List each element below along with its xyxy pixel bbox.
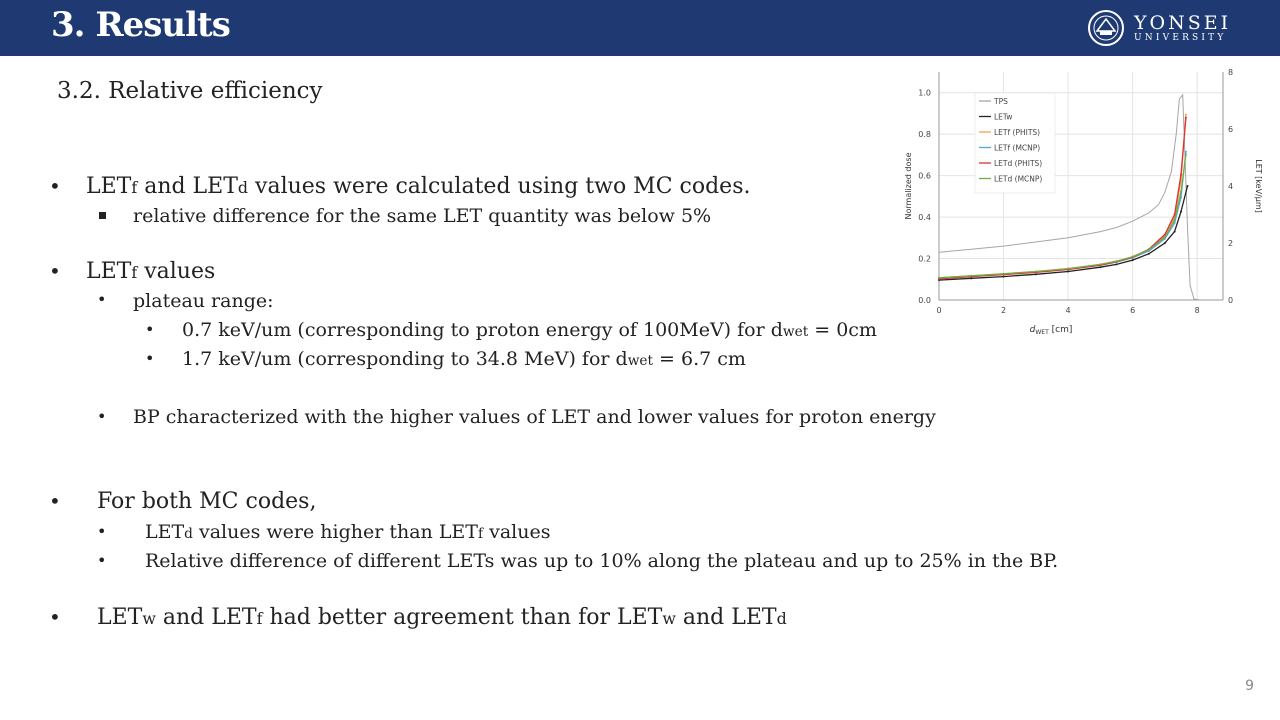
y-tick-label: 0.4 [918, 213, 931, 223]
bullet-dot-icon: • [49, 259, 61, 283]
series-line-1 [939, 186, 1188, 280]
university-logo [1086, 9, 1256, 47]
series-point-5 [1180, 191, 1182, 193]
y-tick-label: 0.0 [918, 296, 931, 305]
y-tick-label: 0.2 [918, 254, 931, 264]
bullet-4-text: LETw and LETf had better agreement than for LETw and LETd [97, 605, 787, 630]
header-bar [0, 0, 1280, 56]
series-point-1 [1164, 242, 1166, 244]
series-point-5 [1067, 268, 1069, 270]
y2-tick-label: 4 [1228, 182, 1234, 191]
series-point-5 [1132, 256, 1134, 258]
series-point-1 [970, 277, 972, 279]
bullet-1-text: LETf and LETd values were calculated using two MC codes. [86, 174, 751, 199]
bullet-dot-icon: • [97, 551, 107, 570]
series-point-1 [1180, 211, 1182, 213]
bullet-dot-icon: • [97, 407, 107, 426]
bullet-dot-icon: • [49, 489, 61, 513]
y-tick-label: 1.0 [918, 88, 931, 98]
series-point-5 [1148, 249, 1150, 251]
x-tick-label: 8 [1194, 306, 1200, 315]
logo-name: YONSEI [1134, 12, 1232, 34]
series-point-1 [1003, 276, 1005, 278]
y2-axis-label: LET [keV/μm] [1254, 159, 1263, 213]
bullet-dot-icon: • [97, 522, 107, 541]
series-point-4 [1185, 117, 1187, 119]
bullet-3-1-text: LETd values were higher than LETf values [145, 521, 551, 543]
series-point-1 [1099, 266, 1101, 268]
dose-let-chart [900, 62, 1270, 342]
bullet-2-text: LETf values [86, 259, 216, 284]
series-point-4 [1180, 174, 1182, 176]
series-point-1 [1116, 263, 1118, 265]
series-point-5 [1035, 271, 1037, 273]
bullet-2-1-2-text: 1.7 keV/um (corresponding to 34.8 MeV) for dwet = 6.7 cm [182, 348, 746, 370]
bullet-dot-icon: • [145, 320, 155, 339]
bullet-2-2-text: BP characterized with the higher values of LET and lower values for proton energy [133, 406, 936, 428]
y2-tick-label: 8 [1228, 68, 1234, 77]
y2-tick-label: 6 [1228, 125, 1234, 134]
bullet-3-text: For both MC codes, [97, 489, 317, 514]
legend-label-3: LETf (MCNP) [994, 143, 1041, 153]
bullet-dot-icon: • [145, 349, 155, 368]
y-axis-label: Normalized dose [904, 152, 913, 220]
series-point-1 [1174, 231, 1176, 233]
logo-subname: UNIVERSITY [1134, 33, 1227, 43]
x-axis-label: $d_{WET}$ [cm] [1029, 325, 1073, 336]
y-tick-label: 0.6 [918, 171, 931, 181]
series-point-5 [970, 275, 972, 277]
series-point-5 [1174, 219, 1176, 221]
bullet-square-icon [99, 212, 106, 219]
series-point-2 [1185, 114, 1187, 116]
section-subtitle: 3.2. Relative efficiency [57, 78, 323, 104]
university-seal-icon [1086, 9, 1126, 47]
legend-label-4: LETd (PHITS) [994, 159, 1043, 168]
x-tick-label: 0 [936, 306, 942, 315]
series-point-1 [1132, 259, 1134, 261]
series-point-5 [1099, 263, 1101, 265]
x-tick-label: 2 [1000, 306, 1007, 315]
series-point-3 [1185, 151, 1187, 153]
page-number: 9 [1245, 678, 1254, 694]
series-point-5 [1164, 236, 1166, 238]
legend-label-2: LETf (PHITS) [994, 128, 1041, 137]
series-point-5 [938, 277, 940, 279]
series-point-1 [1187, 185, 1189, 187]
legend-label-5: LETd (MCNP) [994, 174, 1043, 184]
x-tick-label: 6 [1130, 306, 1136, 315]
series-point-1 [1148, 253, 1150, 255]
series-point-1 [1035, 273, 1037, 275]
slide-title: 3. Results [51, 5, 230, 45]
bullet-3-2-text: Relative difference of different LETs was up to 10% along the plateau and up to 25% in the BP. [145, 550, 1059, 572]
legend-label-1: LETw [994, 112, 1013, 122]
legend-label-0: TPS [994, 97, 1008, 106]
bullet-2-1-1-text: 0.7 keV/um (corresponding to proton energy of 100MeV) for dwet = 0cm [182, 319, 877, 341]
bullet-dot-icon: • [49, 174, 61, 198]
bullet-1-1-text: relative difference for the same LET quantity was below 5% [133, 205, 712, 227]
series-point-5 [1116, 260, 1118, 262]
series-point-5 [1003, 273, 1005, 275]
bullet-dot-icon: • [49, 605, 61, 629]
x-tick-label: 4 [1065, 306, 1071, 315]
y2-tick-label: 0 [1228, 296, 1234, 305]
series-point-5 [1185, 154, 1187, 156]
y-tick-label: 0.8 [918, 130, 931, 140]
series-point-1 [1067, 271, 1069, 273]
y2-tick-label: 2 [1228, 239, 1234, 248]
bullet-2-1-text: plateau range: [133, 290, 274, 312]
bullet-dot-icon: • [97, 290, 107, 309]
